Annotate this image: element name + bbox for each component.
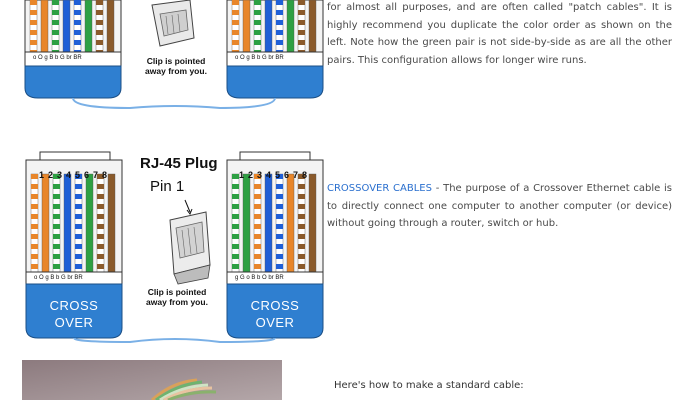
wire-stripe (276, 10, 283, 15)
wire-stripe (75, 254, 82, 259)
wire-stripe (74, 30, 81, 35)
wire (108, 174, 115, 272)
pin-number: 7 (92, 170, 98, 180)
right-plug-label: CROSS OVER (250, 298, 300, 330)
wire-stripe (31, 224, 38, 229)
wire-stripe (254, 10, 261, 15)
wire-stripe (53, 214, 60, 219)
wire-stripe (97, 194, 104, 199)
wire-stripe (30, 40, 37, 45)
pin-numbers-right (237, 163, 309, 182)
pin-number: 2 (47, 170, 53, 180)
wire-stripe (232, 214, 239, 219)
wire-stripe (97, 254, 104, 259)
wire-stripe (276, 224, 283, 229)
wire-stripe (75, 234, 82, 239)
rj45-plug-title: RJ-45 Plug (140, 155, 218, 172)
pin-number: 1 (238, 170, 244, 180)
wire-stripe (53, 184, 60, 189)
wire-stripe (74, 0, 81, 5)
wire (287, 0, 294, 52)
pin-number: 6 (83, 170, 89, 180)
pin-number: 8 (101, 170, 107, 180)
pin-number: 3 (56, 170, 62, 180)
wire-stripe (31, 214, 38, 219)
wire (86, 174, 93, 272)
wire-stripe (52, 40, 59, 45)
wire-stripe (298, 224, 305, 229)
wire-stripe (254, 254, 261, 259)
wire-stripe (232, 264, 239, 269)
wire-stripe (298, 234, 305, 239)
wire-stripe (30, 10, 37, 15)
wire-stripe (298, 204, 305, 209)
straight-through-description: for almost all purposes, and are often called "patch cables". It is highly recommend you duplicate the color order as shown on the left. Note how the green pair is not side-by-side as are all the other pairs. This configuration allows for longer wire runs. (327, 2, 672, 66)
wire-stripe (276, 194, 283, 199)
wire (309, 0, 316, 52)
wire-stripe (298, 244, 305, 249)
pin-number: 7 (292, 170, 298, 180)
pin-number: 2 (247, 170, 253, 180)
wire-stripe (232, 0, 239, 5)
crossover-right-color-codes: g G o B b O br BR (235, 275, 284, 281)
cable-bottom (74, 338, 275, 342)
howto-heading: Here's how to make a standard cable: (334, 380, 524, 391)
wire-stripe (254, 30, 261, 35)
crossover-left-color-codes: o O g B b G br BR (34, 275, 83, 281)
cable-top (73, 98, 275, 108)
crossover-body-text: - The purpose of a Crossover Ethernet cable is to directly connect one computer to another computer (or device) without going through a router, switch or hub. (327, 183, 673, 230)
wire (63, 0, 70, 52)
top-left-color-codes: o O g B b G br BR (33, 55, 82, 61)
pin-1-label: Pin 1 (150, 178, 185, 195)
wire-stripe (276, 30, 283, 35)
pin-number: 8 (301, 170, 307, 180)
rj45-plug-illustration (170, 200, 210, 284)
wire-stripe (30, 30, 37, 35)
wire-stripe (298, 40, 305, 45)
wire-stripe (254, 184, 261, 189)
wire-stripe (52, 20, 59, 25)
wire (41, 0, 48, 52)
wire-stripe (232, 184, 239, 189)
wire-stripe (254, 234, 261, 239)
pin-numbers-left (37, 163, 109, 182)
wire-stripe (53, 224, 60, 229)
wire-stripe (31, 184, 38, 189)
wire-stripe (75, 194, 82, 199)
wire-stripe (53, 254, 60, 259)
wire-stripe (276, 20, 283, 25)
wire-stripe (232, 224, 239, 229)
wire-stripe (232, 254, 239, 259)
wire-stripe (96, 40, 103, 45)
pin-number: 6 (283, 170, 289, 180)
wire-stripe (31, 244, 38, 249)
wire-stripe (298, 254, 305, 259)
wire-stripe (298, 20, 305, 25)
wire-stripe (276, 254, 283, 259)
wire-stripe (75, 264, 82, 269)
pin-number: 5 (274, 170, 280, 180)
wire-stripe (298, 30, 305, 35)
wire-stripe (96, 10, 103, 15)
pin-number: 3 (256, 170, 262, 180)
crossover-cables-link[interactable]: CROSSOVER CABLES (327, 183, 432, 194)
wire-stripe (52, 10, 59, 15)
wire-stripe (75, 184, 82, 189)
top-right-color-codes: o O g B b G br BR (235, 55, 284, 61)
wire-stripe (298, 264, 305, 269)
wire-stripe (97, 204, 104, 209)
wire-stripe (232, 244, 239, 249)
wire-stripe (298, 184, 305, 189)
crossover-description (327, 180, 672, 233)
wire-stripe (31, 254, 38, 259)
wire-stripe (232, 204, 239, 209)
pin-number: 5 (74, 170, 80, 180)
wire-stripe (75, 224, 82, 229)
wire-stripe (53, 194, 60, 199)
left-connector-top (25, 0, 121, 98)
wire-stripe (276, 184, 283, 189)
wire-stripe (74, 10, 81, 15)
wire-stripe (276, 214, 283, 219)
top-clip-note: Clip is pointed away from you. (145, 56, 207, 76)
wire-stripe (254, 0, 261, 5)
wire-stripe (31, 204, 38, 209)
wire-stripe (75, 244, 82, 249)
wire-stripe (254, 40, 261, 45)
wire-stripe (232, 194, 239, 199)
wire-stripe (30, 0, 37, 5)
wire-stripe (75, 204, 82, 209)
wire-stripe (53, 264, 60, 269)
wire-stripe (254, 194, 261, 199)
wire-stripe (232, 20, 239, 25)
wire-stripe (74, 40, 81, 45)
wire-stripe (254, 264, 261, 269)
wire-stripe (276, 40, 283, 45)
left-plug-label: CROSS OVER (49, 298, 99, 330)
wire-stripe (298, 10, 305, 15)
wire-stripe (96, 30, 103, 35)
rj45-plug-illustration-top (152, 0, 194, 46)
wire (243, 174, 250, 272)
wire-stripe (75, 214, 82, 219)
wire (265, 0, 272, 52)
wire-stripe (232, 234, 239, 239)
wire-stripe (232, 30, 239, 35)
wire-stripe (31, 264, 38, 269)
wire (265, 174, 272, 272)
wire-stripe (53, 204, 60, 209)
wire-stripe (276, 244, 283, 249)
wire-stripe (31, 234, 38, 239)
wire-stripe (254, 20, 261, 25)
wire (243, 0, 250, 52)
wire-stripe (232, 40, 239, 45)
wire-stripe (232, 10, 239, 15)
pin-number: 4 (265, 170, 271, 180)
wire-stripe (276, 264, 283, 269)
cable-photo (22, 360, 282, 400)
wire-stripe (298, 194, 305, 199)
wire-stripe (254, 244, 261, 249)
pin-number: 1 (38, 170, 44, 180)
wire-stripe (97, 214, 104, 219)
wire-stripe (254, 204, 261, 209)
wire-stripe (97, 184, 104, 189)
wire-stripe (52, 30, 59, 35)
wire-stripe (97, 234, 104, 239)
wire-stripe (97, 224, 104, 229)
crossover-clip-note: Clip is pointed away from you. (146, 287, 208, 307)
right-connector-top (227, 0, 323, 98)
wire-stripe (52, 0, 59, 5)
wire-stripe (276, 0, 283, 5)
wire (287, 174, 294, 272)
wire-stripe (298, 0, 305, 5)
pin-number: 4 (65, 170, 71, 180)
wire-stripe (97, 244, 104, 249)
wire-stripe (96, 20, 103, 25)
wire-stripe (53, 234, 60, 239)
wire-stripe (96, 0, 103, 5)
wire (64, 174, 71, 272)
wire-stripe (298, 214, 305, 219)
wire-stripe (276, 234, 283, 239)
wire (85, 0, 92, 52)
wire-stripe (254, 214, 261, 219)
wire (42, 174, 49, 272)
wire-stripe (30, 20, 37, 25)
wire-stripe (254, 224, 261, 229)
wire-stripe (74, 20, 81, 25)
wire-stripe (276, 204, 283, 209)
wire-stripe (97, 264, 104, 269)
wire-stripe (31, 194, 38, 199)
wire (309, 174, 316, 272)
wire (107, 0, 114, 52)
wire-stripe (53, 244, 60, 249)
